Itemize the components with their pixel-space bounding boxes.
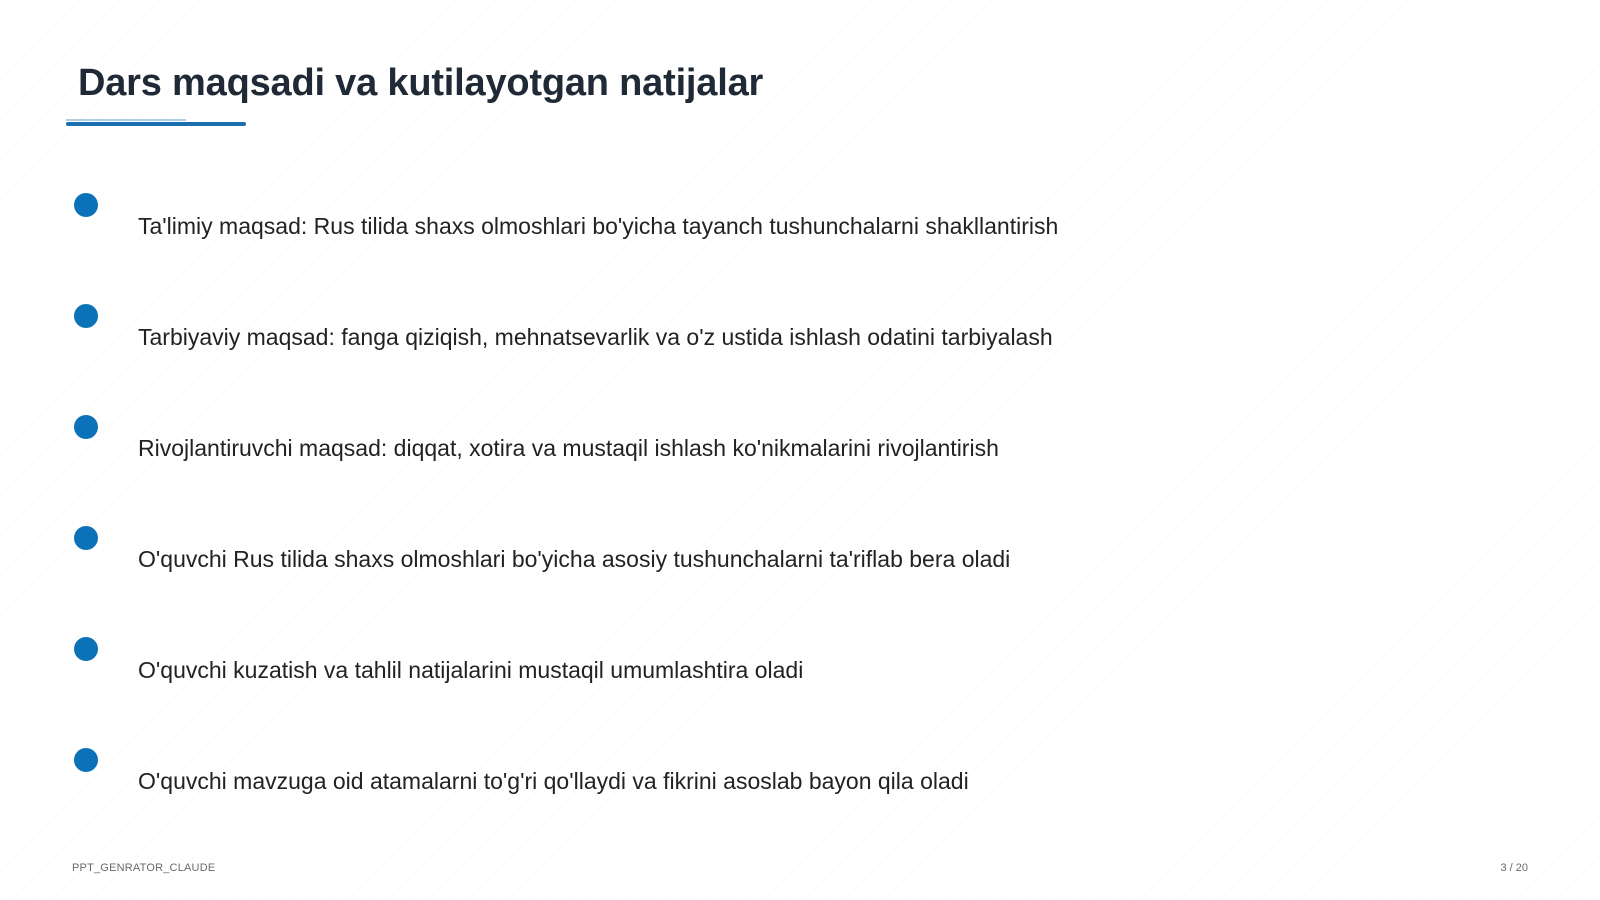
- bullet-dot-icon: [74, 193, 98, 217]
- bullet-item: [74, 748, 1374, 818]
- bullet-dot-icon: [74, 637, 98, 661]
- bullet-text: O'quvchi Rus tilida shaxs olmoshlari bo'yicha asosiy tushunchalarni ta'riflab bera oladi: [138, 546, 1011, 572]
- bullet-text: Rivojlantiruvchi maqsad: diqqat, xotira va mustaqil ishlash ko'nikmalarini rivojlantirish: [138, 435, 999, 461]
- bullet-text: O'quvchi kuzatish va tahlil natijalarini mustaqil umumlashtira oladi: [138, 657, 804, 683]
- bullet-text: Tarbiyaviy maqsad: fanga qiziqish, mehnatsevarlik va o'z ustida ishlash odatini tarbiyalash: [138, 324, 1053, 350]
- page-indicator: 3 / 20: [1500, 862, 1528, 874]
- bullet-dot-icon: [74, 415, 98, 439]
- bullet-dot-icon: [74, 526, 98, 550]
- bullet-item: [74, 193, 1374, 263]
- title-underline: [66, 122, 246, 126]
- bullet-item: [74, 304, 1374, 374]
- bullet-item: [74, 526, 1374, 596]
- bullet-item: [74, 637, 1374, 707]
- bullet-item: [74, 415, 1374, 485]
- bullet-text: Ta'limiy maqsad: Rus tilida shaxs olmoshlari bo'yicha tayanch tushunchalarni shakllantirish: [138, 213, 1059, 239]
- footer-label: PPT_GENRATOR_CLAUDE: [72, 862, 216, 874]
- bullet-dot-icon: [74, 748, 98, 772]
- bullet-dot-icon: [74, 304, 98, 328]
- bullet-text: O'quvchi mavzuga oid atamalarni to'g'ri qo'llaydi va fikrini asoslab bayon qila oladi: [138, 768, 969, 794]
- slide-title: Dars maqsadi va kutilayotgan natijalar: [78, 62, 764, 104]
